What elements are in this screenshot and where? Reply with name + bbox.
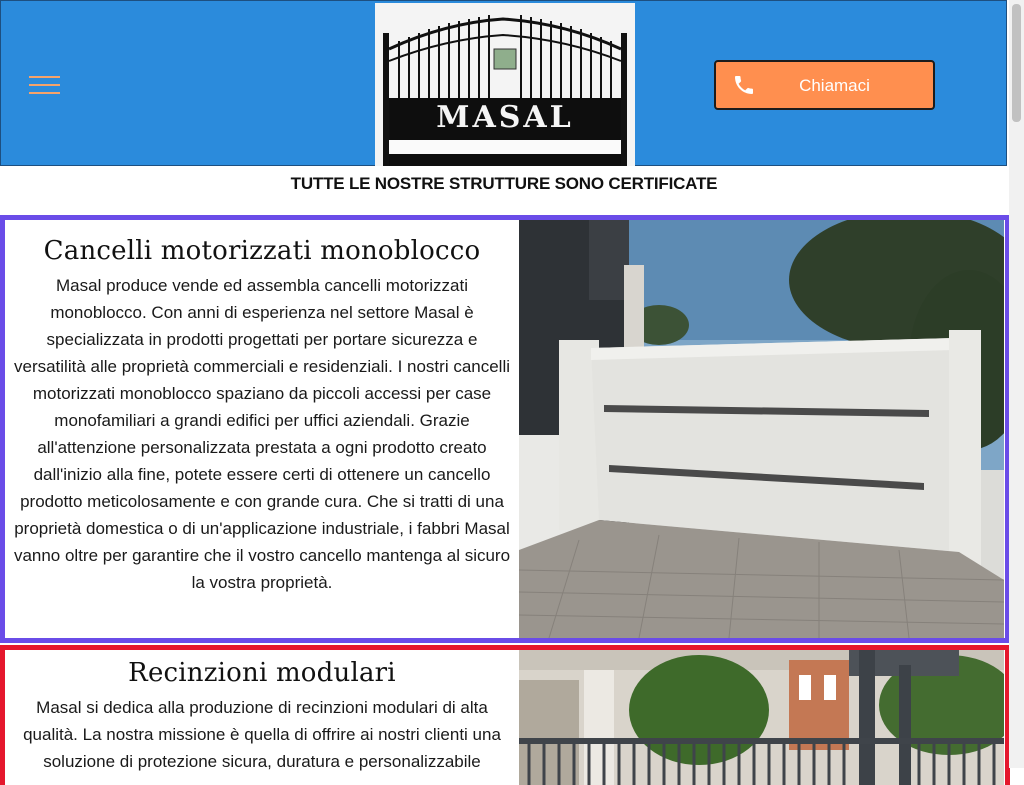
section-body: Masal produce vende ed assembla cancelli motorizzati monoblocco. Con anni di esperienza nel settore Masal è specializzata in prodotti progettati per portare sicurezza e versatilità alle proprietà commerciali e residenziali. I nostri cancelli motorizzati monoblocco spaziano da piccoli accessi per case monofamiliari a grandi edifici per uffici aziendali. Grazie all'attenzione personalizzata prestata a ogni prodotto creato dall'inizio alla fine, potete essere certi di ottenere un cancello prodotto meticolosamente e con grande cura. Che si tratti di una proprietà domestica o di un'applicazione industriale, i fabbri Masal vanno oltre per garantire che il vostro cancello mantenga al sicuro la vostra proprietà. [13,276,511,592]
section-title: Recinzioni modulari [128,658,396,688]
section-cancelli [0,215,1010,643]
gate-logo-graphic [375,3,635,166]
section-title: Cancelli motorizzati monoblocco [43,236,481,266]
gate-photo [519,220,1004,638]
section-body: Masal si dedica alla produzione di recinzioni modulari di alta qualità. La nostra missione è quella di offrire ai nostri clienti una soluzione di protezione sicura, duratura e personalizzabile [23,698,501,771]
page-scrollbar[interactable] [1009,0,1024,768]
call-button[interactable] [714,60,935,110]
menu-icon[interactable] [29,74,61,96]
call-button-label: Chiamaci [799,76,870,95]
certification-banner: TUTTE LE NOSTRE STRUTTURE SONO CERTIFICATE [290,174,718,193]
scrollbar-thumb[interactable] [1012,4,1021,122]
section-text [5,650,519,775]
fence-photo [519,650,1004,785]
logo-text: MASAL [436,100,574,135]
section-recinzioni [0,645,1010,785]
section-text [5,220,519,596]
masal-logo[interactable] [375,3,635,166]
site-header [0,0,1007,166]
